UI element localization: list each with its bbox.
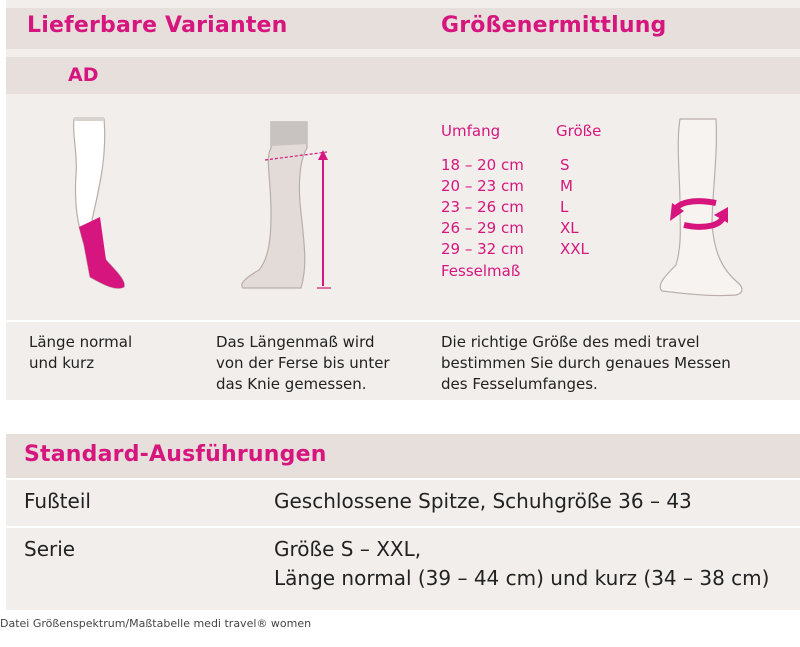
description-measure-line: Das Längenmaß wird — [216, 333, 375, 351]
size-range: 29 – 32 cm — [441, 240, 524, 258]
divider — [6, 526, 800, 528]
size-value: S — [560, 156, 570, 174]
spec-label-series: Serie — [24, 537, 76, 561]
heading-standard: Standard-Ausführungen — [24, 442, 327, 467]
spec-value-foot: Geschlossene Spitze, Schuhgröße 36 – 43 — [274, 489, 692, 513]
size-range: 20 – 23 cm — [441, 177, 524, 195]
size-table-header-circumference: Umfang — [441, 122, 501, 140]
description-length-line: und kurz — [29, 354, 95, 372]
leg-with-stocking-illustration — [60, 115, 130, 305]
spec-value-series-line: Größe S – XXL, — [274, 537, 422, 561]
heading-variants: Lieferbare Varianten — [27, 13, 288, 38]
description-measure-line: das Knie gemessen. — [216, 375, 367, 393]
variant-band — [6, 57, 800, 94]
spec-label-foot: Fußteil — [24, 489, 91, 513]
variant-label: AD — [68, 64, 99, 86]
divider — [6, 320, 800, 322]
size-value: M — [560, 177, 573, 195]
image-caption: Datei Größenspektrum/Maßtabelle medi travel® women — [0, 617, 312, 630]
ankle-measurement-illustration — [640, 115, 760, 300]
description-size-line: Die richtige Größe des medi travel — [441, 333, 700, 351]
size-value: L — [560, 198, 569, 216]
size-table-footer: Fesselmaß — [441, 262, 521, 280]
section-gap — [6, 400, 800, 434]
size-value: XL — [560, 219, 579, 237]
description-length-line: Länge normal — [29, 333, 133, 351]
size-value: XXL — [560, 240, 589, 258]
spec-value-series-line: Länge normal (39 – 44 cm) und kurz (34 – 38 cm) — [274, 566, 770, 590]
length-measurement-illustration — [235, 118, 335, 298]
heading-size-determination: Größenermittlung — [441, 13, 667, 38]
size-range: 26 – 29 cm — [441, 219, 524, 237]
divider — [6, 478, 800, 480]
description-size-line: bestimmen Sie durch genaues Messen — [441, 354, 731, 372]
size-range: 23 – 26 cm — [441, 198, 524, 216]
size-range: 18 – 20 cm — [441, 156, 524, 174]
description-size-line: des Fesselumfanges. — [441, 375, 598, 393]
size-table-header-size: Größe — [556, 122, 602, 140]
description-measure-line: von der Ferse bis unter — [216, 354, 390, 372]
